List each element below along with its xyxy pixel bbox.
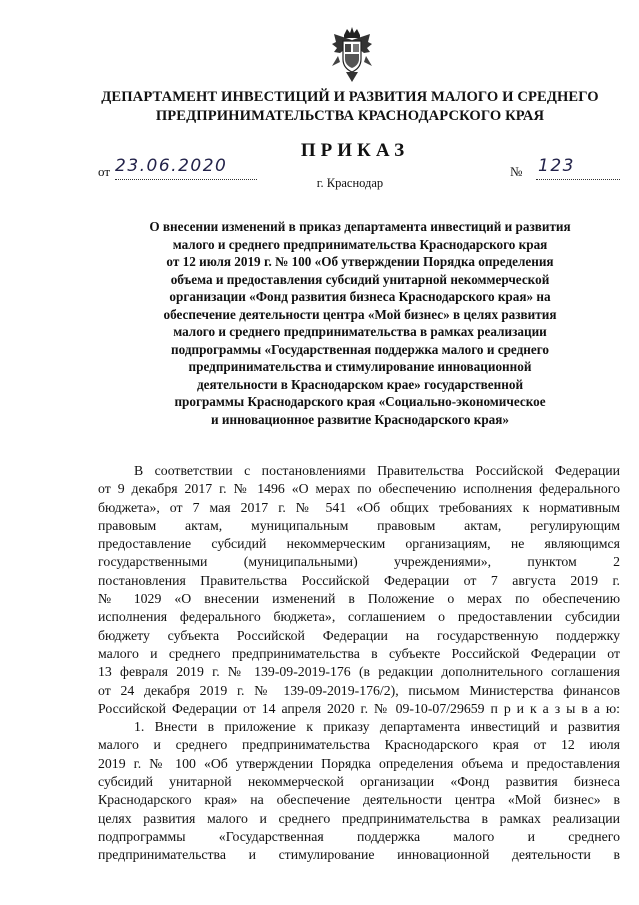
coat-of-arms-icon [330,26,374,84]
body-line: подпрограммы «Государственная поддержка малого и среднего [98,828,620,844]
body-line: бюджета», от 7 мая 2017 г. № 541 «Об общих требованиях к нормативным [98,499,620,515]
body-line: 1. Внести в приложение к приказу департамента инвестиций и развития [134,719,620,735]
subject-line: предпринимательства и стимулирование инновационной [188,359,532,374]
body-line: предоставление субсидий некоммерческим организациям, не являющимся [98,536,620,552]
body-line: правовым актам, муниципальным правовым актам, регулирующим [98,517,620,533]
department-header [60,88,639,126]
body-line: № 1029 «О внесении изменений в Положение о мерах по обеспечению [98,591,620,607]
body-line: субсидий унитарной некоммерческой организации «Фонд развития бизнеса [98,774,620,790]
number-underline [536,179,620,180]
number-label: № [510,164,523,179]
body-line: малого и среднего предпринимательства в субъекте Российской Федерации от [98,645,620,661]
body-line: предпринимательства и стимулирование инновационной деятельности в [98,847,620,863]
department-line-2: ПРЕДПРИНИМАТЕЛЬСТВА КРАСНОДАРСКОГО КРАЯ [155,108,545,124]
body-line: малого и среднего предпринимательства Краснодарского края от 12 июля [98,737,620,753]
body-line: Краснодарского края» на обеспечение деятельности центра «Мой бизнес» в [98,792,620,808]
subject-line: программы Краснодарского края «Социально-экономическое [174,394,546,409]
subject-line: О внесении изменений в приказ департамента инвестиций и развития [149,219,571,234]
subject-line: обеспечение деятельности центра «Мой бизнес» в целях развития [163,306,557,322]
date-underline [115,179,257,180]
subject-line: и инновационное развитие Краснодарского края» [210,411,509,427]
body-line: от 24 декабря 2019 г. № 139-09-2019-176/2), письмом Министерства финансов [98,682,620,698]
body-line: целях развития малого и среднего предпринимательства в рамках реализации [98,810,620,826]
body-line: бюджету субъекта Российской Федерации на государственную поддержку [98,627,620,643]
subject-line: деятельности в Краснодарском крае» государственной [196,376,524,392]
subject-line: объема и предоставления субсидий унитарной некоммерческой [170,271,550,287]
body-line: 13 февраля 2019 г. № 139-09-2019-176 (в редакции дополнительного соглашения [98,664,620,680]
order-subject [100,218,620,428]
body-line: от 9 декабря 2017 г. № 1496 «О мерах по обеспечению исполнения федерального [98,481,620,497]
body-line: постановления Правительства Российской Федерации от 7 августа 2019 г. [98,572,620,588]
body-line: исполнения федерального бюджета», соглашением о предоставлении субсидии [98,609,620,625]
subject-line: от 12 июля 2019 г. № 100 «Об утверждении Порядка определения [166,254,554,269]
body-line: В соответствии с постановлениями Правительства Российской Федерации [134,463,620,478]
number-handwritten: 123 [538,156,575,176]
body-line: государственными (муниципальными) учреждениями», пунктом 2 [98,554,620,570]
subject-line: организации «Фонд развития бизнеса Краснодарского края» на [169,289,551,304]
date-handwritten: 23.06.2020 [115,156,228,176]
order-title: ПРИКАЗ [300,140,410,161]
subject-line: малого и среднего предпринимательства Краснодарского края [172,236,548,252]
department-line-1: ДЕПАРТАМЕНТ ИНВЕСТИЦИЙ И РАЗВИТИЯ МАЛОГО И СРЕДНЕГО [101,89,599,105]
body-line: Российской Федерации от 14 апреля 2020 г. № 09-10-07/29659 п р и к а з ы в а ю: [98,700,620,716]
body-line: 2019 г. № 100 «Об утверждении Порядка определения объема и предоставления [98,755,620,771]
date-label: от [98,164,111,179]
city: г. Краснодар [316,176,384,190]
subject-line: малого и среднего предпринимательства в рамках реализации [173,324,547,339]
subject-line: подпрограммы «Государственная поддержка малого и среднего [171,341,549,357]
order-body [98,462,620,865]
